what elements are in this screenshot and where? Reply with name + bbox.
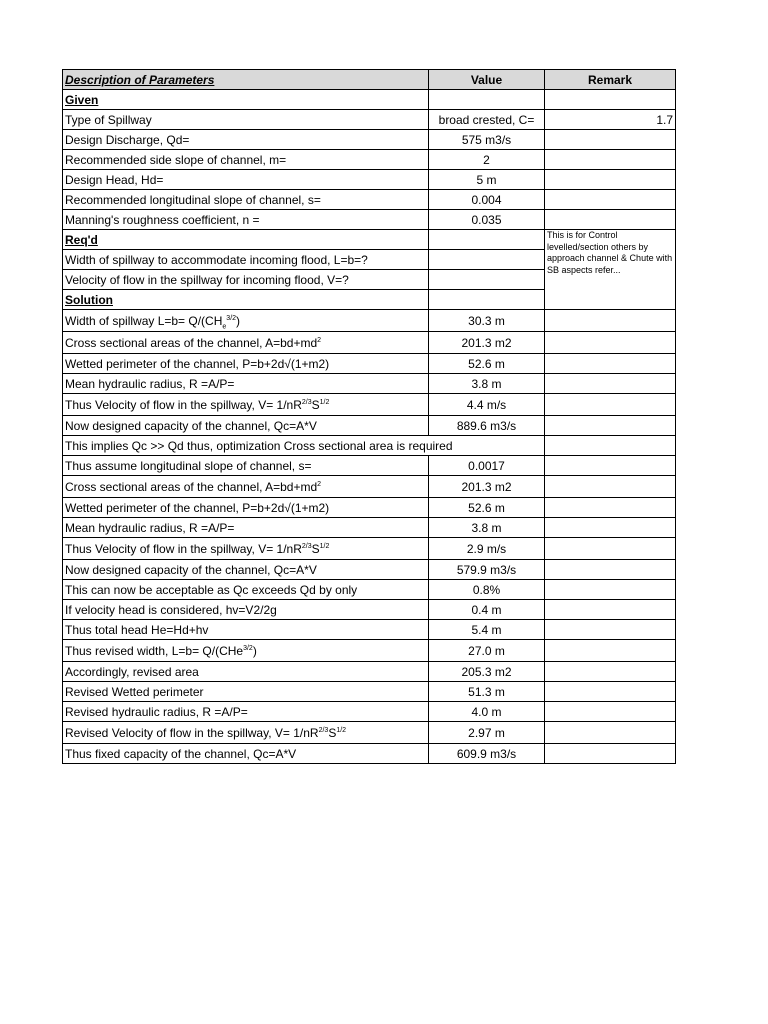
value-cell[interactable]: 889.6 m3/s [429,416,545,436]
value-cell[interactable]: 52.6 m [429,498,545,518]
table-row [63,538,676,560]
value-cell[interactable] [429,270,545,290]
value-cell[interactable]: 52.6 m [429,354,545,374]
description-cell[interactable]: Now designed capacity of the channel, Qc=A*V [63,416,429,436]
table-row [63,374,676,394]
description-cell[interactable]: Thus total head He=Hd+hv [63,620,429,640]
description-cell[interactable]: Velocity of flow in the spillway for incoming flood, V=? [63,270,429,290]
remark-cell[interactable] [545,436,676,456]
description-cell[interactable]: Width of spillway $L=b= Q/(CH_e^{3/2})$ [63,310,429,332]
table-row [63,90,676,110]
description-cell[interactable]: Thus Velocity of flow in the spillway, $V= 1/nR^{2/3}S^{1/2}$ [63,394,429,416]
remark-cell[interactable] [545,210,676,230]
value-cell[interactable]: 0.4 m [429,600,545,620]
table-row [63,110,676,130]
table-row [63,210,676,230]
value-cell[interactable]: 5 m [429,170,545,190]
section-solution-label[interactable]: Solution [63,290,429,310]
remark-cell[interactable] [545,640,676,662]
description-cell[interactable]: Thus fixed capacity of the channel, Qc=A*V [63,744,429,764]
table-row [63,332,676,354]
description-cell[interactable]: Now designed capacity of the channel, Qc=A*V [63,560,429,580]
remark-cell[interactable] [545,702,676,722]
description-cell[interactable]: Cross sectional areas of the channel, $A=bd+md^2$ [63,476,429,498]
header-description[interactable]: Description of Parameters [63,70,429,90]
description-cell[interactable]: Recommended longitudinal slope of channel, s= [63,190,429,210]
value-cell[interactable]: broad crested, C= [429,110,545,130]
value-cell[interactable]: 30.3 m [429,310,545,332]
remark-cell[interactable] [545,374,676,394]
value-cell[interactable]: 27.0 m [429,640,545,662]
remark-cell[interactable] [545,310,676,332]
table-row [63,580,676,600]
value-cell[interactable] [429,230,545,250]
remark-cell[interactable] [545,620,676,640]
remark-note[interactable]: This is for Control levelled/section others by approach channel & Chute with SB aspects refer... [545,230,676,310]
remark-cell[interactable] [545,90,676,110]
remark-cell[interactable] [545,416,676,436]
table-row [63,744,676,764]
table-row [63,600,676,620]
description-cell[interactable]: Thus assume longitudinal slope of channel, s= [63,456,429,476]
remark-cell[interactable] [545,190,676,210]
remark-cell[interactable] [545,456,676,476]
table-row [63,620,676,640]
remark-cell[interactable] [545,498,676,518]
description-cell[interactable]: Width of spillway to accommodate incoming flood, L=b=? [63,250,429,270]
description-cell[interactable]: Thus Velocity of flow in the spillway, $V= 1/nR^{2/3}S^{1/2}$ [63,538,429,560]
table-row [63,640,676,662]
remark-cell[interactable] [545,580,676,600]
header-row [63,70,676,90]
table-row [63,476,676,498]
table-row [63,230,676,250]
value-cell[interactable]: 0.8% [429,580,545,600]
description-cell[interactable]: Accordingly, revised area [63,662,429,682]
description-cell[interactable]: Revised Wetted perimeter [63,682,429,702]
value-cell[interactable]: 205.3 m2 [429,662,545,682]
description-cell[interactable]: Design Head, Hd= [63,170,429,190]
table-row [63,662,676,682]
header-remark[interactable]: Remark [545,70,676,90]
spillway-design-table [62,69,676,764]
description-cell[interactable]: Revised hydraulic radius, R =A/P= [63,702,429,722]
value-cell[interactable] [429,90,545,110]
table-row [63,354,676,374]
value-cell[interactable]: 0.0017 [429,456,545,476]
value-cell[interactable]: 0.035 [429,210,545,230]
value-cell[interactable]: 609.9 m3/s [429,744,545,764]
value-cell[interactable]: 2 [429,150,545,170]
value-cell[interactable]: 3.8 m [429,374,545,394]
value-cell[interactable]: 201.3 m2 [429,332,545,354]
description-cell[interactable]: Recommended side slope of channel, m= [63,150,429,170]
remark-cell[interactable] [545,518,676,538]
remark-cell[interactable] [545,332,676,354]
table-row [63,130,676,150]
table-row [63,394,676,416]
description-cell[interactable]: Thus revised width, L=b= Q/(CHe$^{3/2}$) [63,640,429,662]
description-cell[interactable]: Wetted perimeter of the channel, P=b+2d√(1+m2) [63,498,429,518]
description-cell[interactable]: Design Discharge, Qd= [63,130,429,150]
value-cell[interactable]: 51.3 m [429,682,545,702]
description-cell[interactable]: This can now be acceptable as Qc exceeds Qd by only [63,580,429,600]
table-row [63,150,676,170]
description-cell[interactable]: Wetted perimeter of the channel, P=b+2d√(1+m2) [63,354,429,374]
description-cell[interactable]: Type of Spillway [63,110,429,130]
value-cell[interactable]: 201.3 m2 [429,476,545,498]
remark-cell[interactable] [545,744,676,764]
value-cell[interactable]: 2.97 m [429,722,545,744]
remark-cell[interactable]: 1.7 [545,110,676,130]
remark-cell[interactable] [545,722,676,744]
remark-cell[interactable] [545,354,676,374]
table-row [63,702,676,722]
description-cell[interactable]: Revised Velocity of flow in the spillway, $V= 1/nR^{2/3}S^{1/2}$ [63,722,429,744]
remark-cell[interactable] [545,662,676,682]
description-cell[interactable]: This implies Qc >> Qd thus, optimization Cross sectional area is required [63,436,545,456]
remark-cell[interactable] [545,560,676,580]
remark-cell[interactable] [545,170,676,190]
remark-cell[interactable] [545,394,676,416]
remark-cell[interactable] [545,538,676,560]
table-row [63,518,676,538]
section-reqd-label[interactable]: Req'd [63,230,429,250]
header-value[interactable]: Value [429,70,545,90]
value-cell[interactable]: 4.0 m [429,702,545,722]
value-cell[interactable]: 5.4 m [429,620,545,640]
table-row [63,560,676,580]
value-cell[interactable] [429,290,545,310]
description-cell[interactable]: Cross sectional areas of the channel, $A=bd+md^2$ [63,332,429,354]
description-cell[interactable]: If velocity head is considered, hv=V2/2g [63,600,429,620]
table-row [63,498,676,518]
value-cell[interactable] [429,250,545,270]
value-cell[interactable]: 3.8 m [429,518,545,538]
description-cell[interactable]: Mean hydraulic radius, R =A/P= [63,374,429,394]
value-cell[interactable]: 2.9 m/s [429,538,545,560]
remark-cell[interactable] [545,600,676,620]
value-cell[interactable]: 0.004 [429,190,545,210]
table-row [63,416,676,436]
table-row [63,310,676,332]
remark-cell[interactable] [545,130,676,150]
table-row [63,682,676,702]
description-cell[interactable]: Manning's roughness coefficient, n = [63,210,429,230]
remark-cell[interactable] [545,682,676,702]
table-row [63,436,676,456]
section-given-label[interactable]: Given [63,90,429,110]
value-cell[interactable]: 575 m3/s [429,130,545,150]
table-row [63,190,676,210]
remark-cell[interactable] [545,150,676,170]
value-cell[interactable]: 579.9 m3/s [429,560,545,580]
value-cell[interactable]: 4.4 m/s [429,394,545,416]
table-row [63,170,676,190]
table-row [63,456,676,476]
remark-cell[interactable] [545,476,676,498]
table-row [63,722,676,744]
description-cell[interactable]: Mean hydraulic radius, R =A/P= [63,518,429,538]
